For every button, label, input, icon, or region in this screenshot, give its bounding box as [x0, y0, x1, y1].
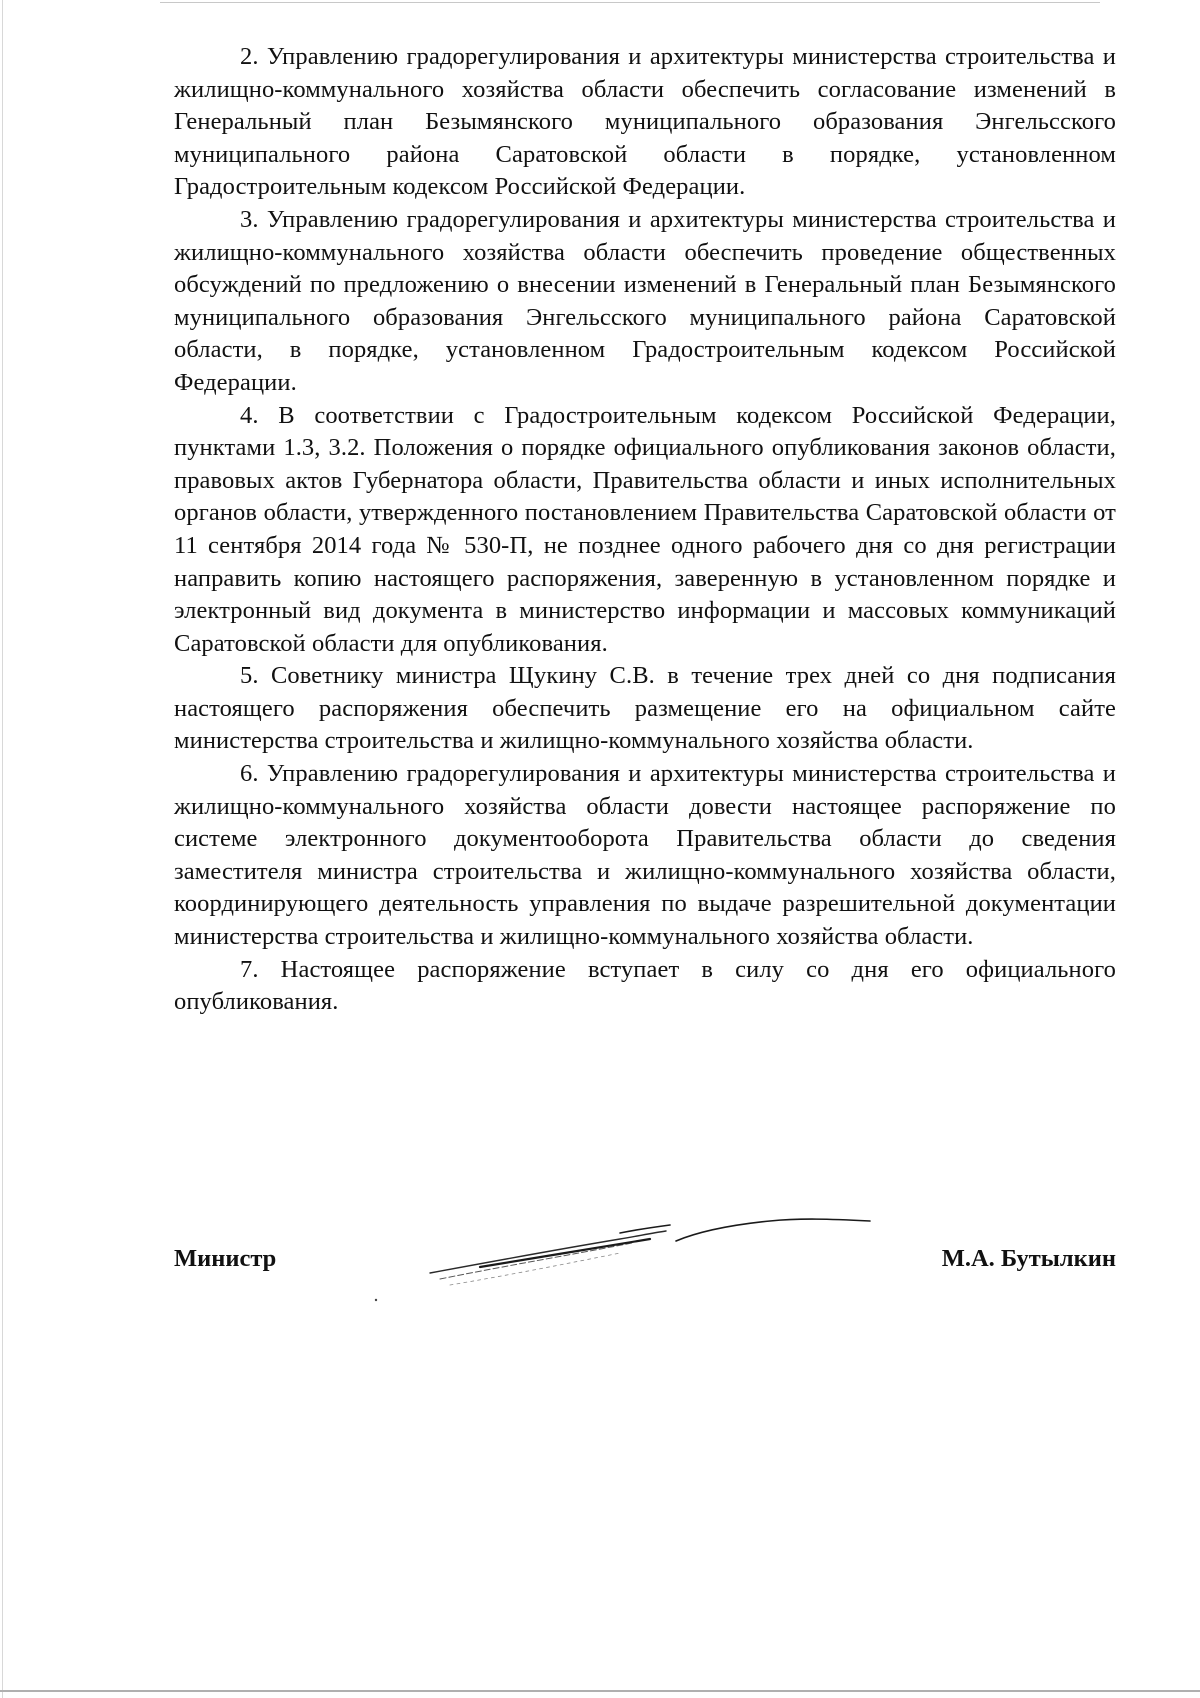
signer-name: М.А. Бутылкин — [941, 1245, 1116, 1272]
scan-edge-bottom — [0, 1690, 1200, 1692]
paragraph-item-4: 4. В соответствии с Градостроительным кодексом Российской Федерации, пунктами 1.3, 3.2. Положения о порядке официального опубликования законов области, правовых актов Губернатора области, Правительства области и иных исполнительных органов области, утвержденного постановлением Правительства Саратовской области от 11 сентября 2014 года № 530-П, не позднее одного рабочего дня со дня регистрации направить копию настоящего распоряжения, заверенную в установленном порядке и электронный вид документа в министерство информации и массовых коммуникаций Саратовской области для опубликования. — [174, 401, 1116, 657]
paragraph-item-3: 3. Управлению градорегулирования и архитектуры министерства строительства и жилищно-коммунального хозяйства области обеспечить проведение общественных обсуждений по предложению о внесении изменений в Генеральный план Безымянского муниципального образования Энгельсского муниципального района Саратовской области, в порядке, установленном Градостроительным кодексом Российской Федерации. — [174, 205, 1116, 396]
paragraph-item-2: 2. Управлению градорегулирования и архитектуры министерства строительства и жилищно-коммунального хозяйства области обеспечить согласование изменений в Генеральный план Безымянского муниципального образования Энгельсского муниципального района Саратовской области в порядке, установленном Градостроительным кодексом Российской Федерации. — [174, 43, 1116, 201]
scan-edge-top — [160, 2, 1100, 3]
paragraph-item-7: 7. Настоящее распоряжение вступает в силу со дня его официального опубликования. — [174, 955, 1116, 1016]
document-body — [174, 41, 1116, 1019]
paragraph-item-6: 6. Управлению градорегулирования и архитектуры министерства строительства и жилищно-коммунального хозяйства области довести настоящее распоряжение по системе электронного документооборота Правительства области до сведения заместителя министра строительства и жилищно-коммунального хозяйства области, координирующего деятельность управления по выдаче разрешительной документации министерства строительства и жилищно-коммунального хозяйства области. — [174, 760, 1116, 951]
signature-block — [174, 1237, 1116, 1277]
paragraph-item-5: 5. Советнику министра Щукину С.В. в течение трех дней со дня подписания настоящего распоряжения обеспечить размещение его на официальном сайте министерства строительства и жилищно-коммунального хозяйства области. — [174, 662, 1116, 755]
signer-position: Министр — [174, 1245, 277, 1272]
scan-edge-left — [2, 0, 3, 1698]
